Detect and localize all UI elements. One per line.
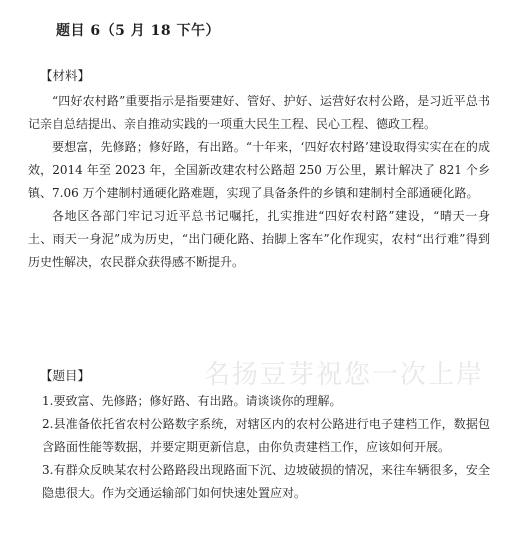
material-paragraph: 要想富，先修路；修好路，有出路。“十年来，‘四好农村路’建设取得实实在在的成效，2014 年至 2023 年，全国新改建农村公路超 250 万公里，累计解决了 821 个乡镇、7.06 万个建制村通硬化路难题，实现了具备条件的乡镇和建制村全部通硬化路。 (28, 140, 490, 200)
material-paragraph: “四好农村路”重要指示是指要建好、管好、护好、运营好农村公路，是习近平总书记亲自总结提出、亲自推动实践的一项重大民生工程、民心工程、德政工程。 (28, 94, 490, 131)
question-item: 1.要致富、先修路；修好路、有出路。请谈谈你的理解。 (42, 394, 342, 408)
question-item: 2.县准备依托省农村公路数字系统，对辖区内的农村公路进行电子建档工作，数据包含路面性能等数据，并要定期更新信息，由你负责建档工作，应该如何开展。 (42, 417, 490, 454)
material-label: 【材料】 (40, 68, 91, 83)
questions-label: 【题目】 (40, 368, 91, 383)
questions-list (28, 390, 490, 505)
material-body (28, 90, 490, 274)
document-title: 题目 6（5 月 18 下午） (56, 23, 220, 39)
question-item: 3.有群众反映某农村公路路段出现路面下沉、边坡破损的情况，来往车辆很多，安全隐患很大。作为交通运输部门如何快速处置应对。 (42, 463, 490, 500)
material-paragraph: 各地区各部门牢记习近平总书记嘱托，扎实推进“四好农村路”建设，“晴天一身土、雨天一身泥”成为历史，“出门硬化路、抬脚上客车”化作现实，农村“出行难”得到历史性解决，农民群众获得感不断提升。 (28, 209, 490, 269)
watermark-text: 名扬豆芽祝您一次上岸 (204, 360, 485, 390)
